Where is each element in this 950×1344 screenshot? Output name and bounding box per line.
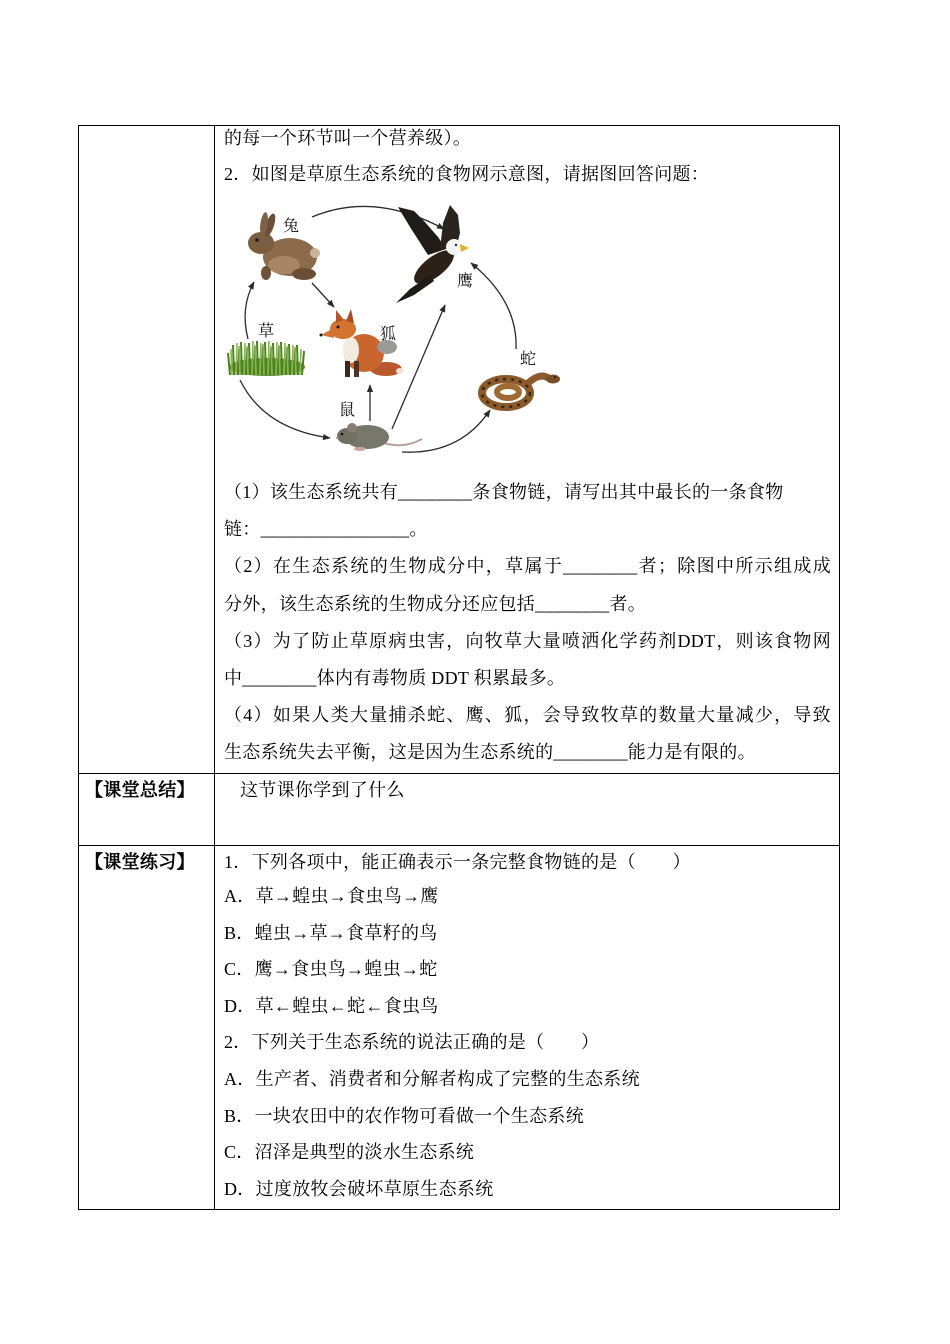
mouse-ear — [347, 423, 357, 433]
fox-front-leg-2 — [354, 361, 359, 377]
mouse-feet — [354, 447, 366, 451]
rabbit-tail — [310, 248, 320, 258]
fox-chest — [343, 337, 359, 363]
eagle-beak — [460, 244, 469, 252]
summary-header-cell — [79, 774, 215, 845]
sub-question-4-line-1: （4）如果人类大量捕杀蛇、鹰、狐，会导致牧草的数量大量减少，导致 — [224, 705, 831, 726]
arrow-grass-to-mouse — [240, 380, 330, 438]
grass-image — [228, 341, 305, 376]
question-intro: 2．如图是草原生态系统的食物网示意图，请据图回答问题： — [224, 164, 710, 184]
snake-inner-coil — [497, 386, 519, 398]
food-web-figure — [224, 193, 831, 474]
continuation-line: 的每一个环节叫一个营养级）。 — [224, 128, 472, 148]
practice-question-1-option-a: A．草→蝗虫→食虫鸟→鹰 — [224, 886, 439, 906]
snake-neck — [526, 376, 550, 385]
fox-front-leg — [345, 361, 350, 377]
mouse-eye — [341, 433, 344, 436]
label-rabbit: 兔 — [282, 216, 300, 235]
snake-eye — [554, 376, 556, 378]
snake-image — [482, 375, 560, 408]
snake-head — [546, 375, 560, 384]
label-mouse: 鼠 — [338, 400, 356, 419]
row1-left-cell — [79, 126, 215, 773]
fox-nose — [320, 334, 323, 337]
fox-ear-right — [346, 309, 354, 323]
sub-question-2-line-2: 分外，该生态系统的生物成分还应包括________者。 — [224, 593, 647, 614]
label-fox: 狐 — [379, 324, 397, 343]
arrow-rabbit-to-fox — [312, 283, 334, 307]
practice-header-cell — [79, 846, 215, 1209]
sub-question-1-line-1: （1）该生态系统共有________条食物链，请写出其中最长的一条食物 — [224, 482, 784, 502]
rabbit-front-leg — [261, 266, 271, 280]
fox-image — [320, 309, 405, 377]
mouse-image — [336, 423, 422, 451]
eagle-eye — [455, 244, 457, 246]
label-grass: 草 — [257, 321, 275, 340]
sub-question-3-line-2: 中________体内有毒物质 DDT 积累最多。 — [224, 667, 566, 688]
practice-row — [79, 846, 839, 1209]
practice-question-1-option-d: D．草←蝗虫←蛇←食虫鸟 — [224, 995, 439, 1016]
practice-question-1-stem: 1．下列各项中，能正确表示一条完整食物链的是（ ） — [224, 852, 691, 872]
mouse-nose — [336, 437, 338, 439]
eagle-wing-left — [398, 207, 446, 255]
fox-eye — [337, 326, 340, 329]
fox-snout — [321, 329, 334, 338]
practice-question-2-option-d: D．过度放牧会破坏草原生态系统 — [224, 1178, 494, 1199]
sub-question-1-line-2: 链：________________。 — [224, 519, 428, 540]
label-snake: 蛇 — [519, 349, 537, 368]
practice-question-2-option-a: A．生产者、消费者和分解者构成了完整的生态系统 — [224, 1068, 640, 1089]
rabbit-head — [248, 232, 274, 254]
eagle-head — [446, 239, 462, 255]
practice-content-cell — [215, 846, 839, 1209]
rabbit-hind-leg — [292, 268, 316, 280]
arrow-snake-to-eagle — [471, 263, 516, 349]
mouse-tail — [384, 439, 422, 445]
rabbit-eye — [255, 238, 259, 242]
fox-tail-tip — [396, 368, 404, 374]
practice-question-2-option-b: B．一块农田中的农作物可看做一个生态系统 — [224, 1105, 585, 1126]
arrow-mouse-to-snake — [402, 410, 490, 452]
sub-question-3-line-1: （3）为了防止草原病虫害，向牧草大量喷洒化学药剂DDT，则该食物网 — [224, 630, 831, 651]
practice-question-2-stem: 2．下列关于生态系统的说法正确的是（ ） — [224, 1032, 600, 1053]
label-eagle: 鹰 — [456, 271, 474, 290]
food-web-diagram — [224, 193, 564, 474]
sub-question-2-line-1: （2）在生态系统的生物成分中，草属于________者；除图中所示组成成 — [224, 556, 831, 577]
summary-header: 【课堂总结】 — [85, 780, 195, 800]
practice-question-2-option-c: C．沼泽是典型的淡水生态系统 — [224, 1142, 475, 1163]
summary-content-cell — [215, 774, 839, 845]
arrow-grass-to-rabbit — [245, 282, 254, 339]
lesson-table — [78, 125, 840, 1210]
practice-header: 【课堂练习】 — [85, 852, 195, 872]
summary-row — [79, 774, 839, 846]
practice-question-1-option-b: B．蝗虫→草→食草籽的鸟 — [224, 922, 438, 943]
sub-question-4-line-2: 生态系统失去平衡，这是因为生态系统的________能力是有限的。 — [224, 742, 756, 763]
summary-prompt: 这节课你学到了什么 — [240, 780, 405, 800]
row1-right-cell — [215, 126, 839, 773]
practice-question-1-option-c: C．鹰→食虫鸟→蝗虫→蛇 — [224, 959, 438, 980]
food-web-question-row — [79, 126, 839, 774]
